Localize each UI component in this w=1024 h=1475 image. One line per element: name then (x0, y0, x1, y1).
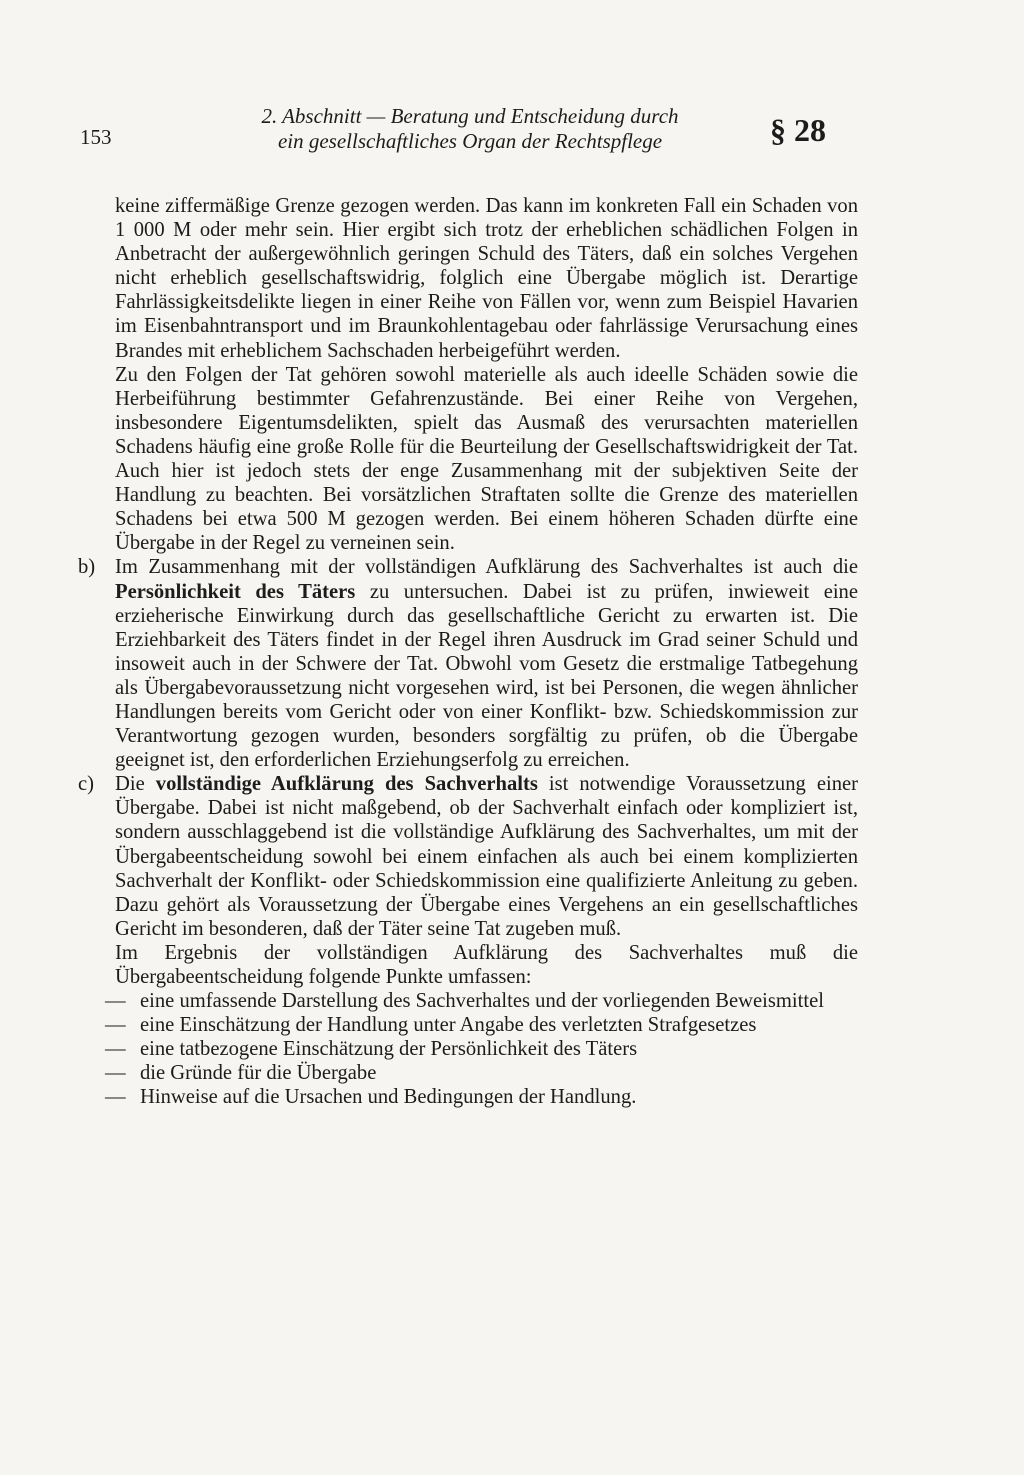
list-item-text: die Gründe für die Übergabe (140, 1062, 377, 1085)
list-item-text: eine umfassende Darstellung des Sachverhaltes und der vorliegenden Beweismittel (140, 990, 824, 1013)
running-header-line-2: ein gesellschaftliches Organ der Rechtspflege (277, 129, 663, 153)
running-header-line-1: 2. Abschnitt — Beratung und Entscheidung durch (261, 104, 679, 128)
list-item (105, 989, 858, 1013)
item-b (78, 555, 858, 772)
paragraph-consequences: Zu den Folgen der Tat gehören sowohl materielle als auch ideelle Schäden sowie die Herbeiführung bestimmter Gefahrenzustände. Bei einer Reihe von Vergehen, insbesondere Eigentumsdelikten, spielt das Ausmaß des verursachten materiellen Schadens häufig eine große Rolle für die Beurteilung der Gesellschaftswidrigkeit der Tat. Auch hier ist jedoch stets der enge Zusammenhang mit der subjektiven Seite der Handlung zu beachten. Bei vorsätzlichen Straftaten sollte die Grenze des materiellen Schadens bei etwa 500 M gezogen werden. Bei einem höheren Schaden dürfte eine Übergabe in der Regel zu verneinen sein. (115, 363, 858, 555)
item-b-label: b) (78, 556, 96, 579)
item-c-text-1: Die (115, 773, 156, 796)
running-header (190, 104, 750, 154)
list-item (105, 1037, 858, 1061)
list-item-text: Hinweise auf die Ursachen und Bedingungen der Handlung. (140, 1086, 637, 1109)
section-marker: § 28 (770, 112, 826, 148)
dash-marker: — (105, 1062, 126, 1085)
dash-marker: — (105, 1086, 126, 1109)
paragraph-continuation: keine ziffermäßige Grenze gezogen werden. Das kann im konkreten Fall ein Schaden von 1 000 M oder mehr sein. Hier ergibt sich trotz der erheblichen schädlichen Folgen in Anbetracht der außergewöhnlich geringen Schuld des Täters, daß ein solches Vergehen nicht erheblich gesellschaftswidrig, folglich eine Übergabe möglich ist. Derartige Fahrlässigkeitsdelikte liegen in einer Reihe von Fällen vor, wenn zum Beispiel Havarien im Eisenbahntransport und im Braunkohlentagebau oder fahrlässige Verursachung eines Brandes mit erheblichem Sachschaden herbeigeführt werden. (115, 195, 858, 362)
item-c-bold: vollständige Aufklärung des Sachverhalts (155, 773, 538, 796)
item-b-text-1: Im Zusammenhang mit der vollständigen Aufklärung des Sachverhaltes ist auch die (115, 556, 858, 579)
paragraph-result: Im Ergebnis der vollständigen Aufklärung des Sachverhaltes muß die Übergabeentscheidung folgende Punkte umfassen: (115, 941, 858, 988)
item-b-bold: Persönlichkeit des Täters (115, 580, 356, 603)
item-c (78, 772, 858, 941)
requirements-list (105, 989, 858, 1109)
dash-marker: — (105, 1038, 126, 1061)
list-item (105, 1061, 858, 1085)
page-number: 153 (80, 125, 112, 149)
body-text (78, 194, 858, 1110)
item-c-text-2: ist notwendige Voraussetzung einer Übergabe. Dabei ist nicht maßgebend, ob der Sachverhalt einfach oder kompliziert ist, sondern ausschlaggebend ist die vollständige Aufklärung des Sachverhaltes, um mit der Übergabeentscheidung sowohl bei einem einfachen als auch bei einem komplizierten Sachverhalt der Konflikt- oder Schiedskommission eine qualifizierte Anleitung zu geben. Dazu gehört als Voraussetzung der Übergabe eines Vergehens an ein gesellschaftliches Gericht im besonderen, daß der Täter seine Tat zugeben muß. (115, 773, 858, 940)
item-c-label: c) (78, 773, 94, 796)
item-b-text-2: zu untersuchen. Dabei ist zu prüfen, inwieweit eine erzieherische Einwirkung durch das gesellschaftliche Gericht zu erwarten ist. Die Erziehbarkeit des Täters findet in der Regel ihren Ausdruck im Grad seiner Schuld und insoweit auch in der Schwere der Tat. Obwohl vom Gesetz die erstmalige Tatbegehung als Übergabevoraussetzung nicht vorgesehen wird, ist bei Personen, die wegen ähnlicher Handlungen bereits vom Gericht oder von einer Konflikt- bzw. Schiedskommission zur Verantwortung gezogen wurden, besonders sorgfältig zu prüfen, ob die Übergabe geeignet ist, den erforderlichen Erziehungserfolg zu erreichen. (115, 580, 858, 772)
list-item (105, 1085, 858, 1109)
dash-marker: — (105, 990, 126, 1013)
list-item-text: eine tatbezogene Einschätzung der Persönlichkeit des Täters (140, 1038, 638, 1061)
list-item (105, 1013, 858, 1037)
list-item-text: eine Einschätzung der Handlung unter Angabe des verletzten Strafgesetzes (140, 1014, 757, 1037)
dash-marker: — (105, 1014, 126, 1037)
